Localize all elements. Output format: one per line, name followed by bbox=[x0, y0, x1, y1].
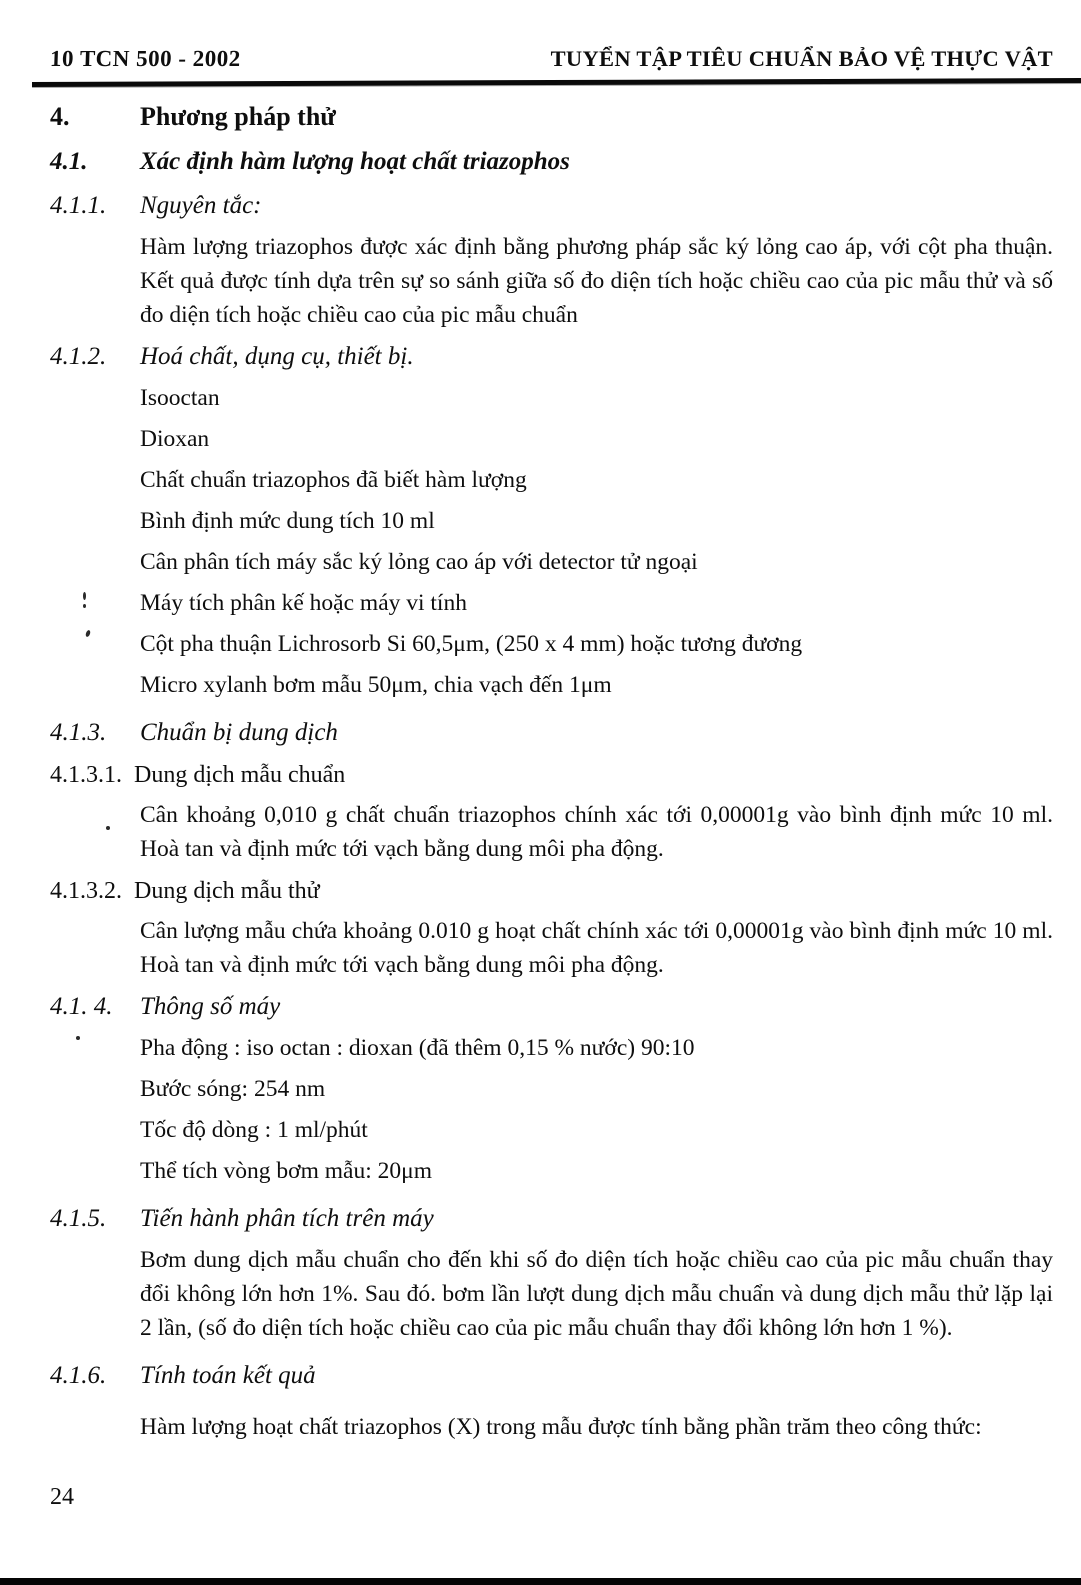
section-4-1 bbox=[50, 144, 1053, 180]
paragraph: Cân khoảng 0,010 g chất chuẩn triazophos chính xác tới 0,00001g vào bình định mức 10 ml. Hoà tan và định mức tới vạch bằng dung môi pha động. bbox=[140, 802, 1053, 862]
document-code: 10 TCN 500 - 2002 bbox=[49, 46, 242, 71]
section-title: Tiến hành phân tích trên máy bbox=[140, 1205, 434, 1232]
section-number: 4.1.1. bbox=[50, 192, 107, 219]
section-4-1-3-1 bbox=[50, 757, 1053, 793]
section-number: 4.1. 4. bbox=[50, 993, 113, 1020]
section-title: Xác định hàm lượng hoạt chất triazophos bbox=[140, 148, 570, 175]
list-item: Chất chuẩn triazophos đã biết hàm lượng bbox=[140, 467, 527, 493]
paragraph: Bơm dung dịch mẫu chuẩn cho đến khi số đo diện tích hoặc chiều cao của pic mẫu chuẩn thay đổi không lớn hơn 1%. Sau đó. bơm lần lượt dung dịch mẫu chuẩn và dung dịch mẫu thử lặp lại 2 lần, (số đo diện tích hoặc chiều cao của pic mẫu chuẩn thay đổi không lớn hơn 1 %). bbox=[140, 1247, 1053, 1341]
collection-title: TUYỂN TẬP TIÊU CHUẨN BẢO VỆ THỰC VẬT bbox=[550, 46, 1053, 71]
section-4 bbox=[50, 99, 1053, 135]
list-item: Tốc độ dòng : 1 ml/phút bbox=[140, 1117, 368, 1143]
section-number: 4.1.6. bbox=[50, 1362, 107, 1389]
list-item: Bình định mức dung tích 10 ml bbox=[140, 508, 435, 534]
document-body bbox=[50, 99, 1053, 1444]
list-item: Dioxan bbox=[140, 426, 210, 452]
list-item: Thể tích vòng bơm mẫu: 20μm bbox=[140, 1158, 432, 1184]
section-number: 4.1. bbox=[50, 148, 88, 175]
section-title: Chuẩn bị dung dịch bbox=[140, 719, 338, 746]
section-title: Phương pháp thử bbox=[140, 102, 336, 131]
section-title: Dung dịch mẫu thử bbox=[134, 878, 320, 904]
list-item: Máy tích phân kế hoặc máy vi tính bbox=[140, 590, 467, 616]
paragraph: Cân lượng mẫu chứa khoảng 0.010 g hoạt chất chính xác tới 0,00001g vào bình định mức 10 ml. Hoà tan và định mức tới vạch bằng dung môi pha động. bbox=[140, 918, 1053, 978]
page-number: 24 bbox=[50, 1484, 74, 1510]
list-item: Isooctan bbox=[140, 385, 220, 411]
section-4-1-3-2 bbox=[50, 873, 1053, 909]
paragraph: Hàm lượng hoạt chất triazophos (X) trong mẫu được tính bằng phần trăm theo công thức: bbox=[140, 1414, 982, 1440]
section-4-1-6 bbox=[50, 1358, 1053, 1394]
section-title: Hoá chất, dụng cụ, thiết bị. bbox=[140, 343, 414, 370]
section-4-1-4 bbox=[50, 989, 1053, 1025]
section-number: 4. bbox=[50, 102, 70, 131]
list-item: Cân phân tích máy sắc ký lỏng cao áp với detector tử ngoại bbox=[140, 549, 698, 575]
section-number: 4.1.3. bbox=[50, 719, 107, 746]
section-title: Dung dịch mẫu chuẩn bbox=[134, 762, 346, 788]
paragraph: Hàm lượng triazophos được xác định bằng phương pháp sắc ký lỏng cao áp, với cột pha thuận. Kết quả được tính dựa trên sự so sánh giữa số đo diện tích hoặc chiều cao của pic mẫu thử và số đo diện tích hoặc chiều cao của pic mẫu chuẩn bbox=[140, 234, 1053, 328]
scan-speck bbox=[76, 1036, 80, 1040]
section-number: 4.1.3.1. bbox=[50, 762, 122, 788]
header-rule bbox=[32, 78, 1081, 87]
scan-edge-bar bbox=[0, 1578, 1081, 1585]
scan-speck bbox=[106, 826, 110, 830]
list-item: Micro xylanh bơm mẫu 50μm, chia vạch đến 1μm bbox=[140, 672, 612, 698]
section-title: Nguyên tắc: bbox=[140, 192, 262, 219]
scan-speck bbox=[83, 604, 86, 608]
page-header bbox=[50, 46, 1053, 72]
scan-speck bbox=[83, 592, 86, 600]
section-number: 4.1.5. bbox=[50, 1205, 107, 1232]
list-item: Bước sóng: 254 nm bbox=[140, 1076, 326, 1102]
section-4-1-5 bbox=[50, 1201, 1053, 1237]
section-4-1-1 bbox=[50, 188, 1053, 224]
section-4-1-2 bbox=[50, 339, 1053, 375]
section-title: Tính toán kết quả bbox=[140, 1362, 316, 1389]
list-item: Cột pha thuận Lichrosorb Si 60,5μm, (250 x 4 mm) hoặc tương đương bbox=[140, 631, 803, 657]
list-item: Pha động : iso octan : dioxan (đã thêm 0,15 % nước) 90:10 bbox=[140, 1035, 695, 1061]
section-number: 4.1.3.2. bbox=[50, 878, 122, 904]
section-title: Thông số máy bbox=[140, 993, 281, 1020]
section-number: 4.1.2. bbox=[50, 343, 107, 370]
section-4-1-3 bbox=[50, 715, 1053, 751]
